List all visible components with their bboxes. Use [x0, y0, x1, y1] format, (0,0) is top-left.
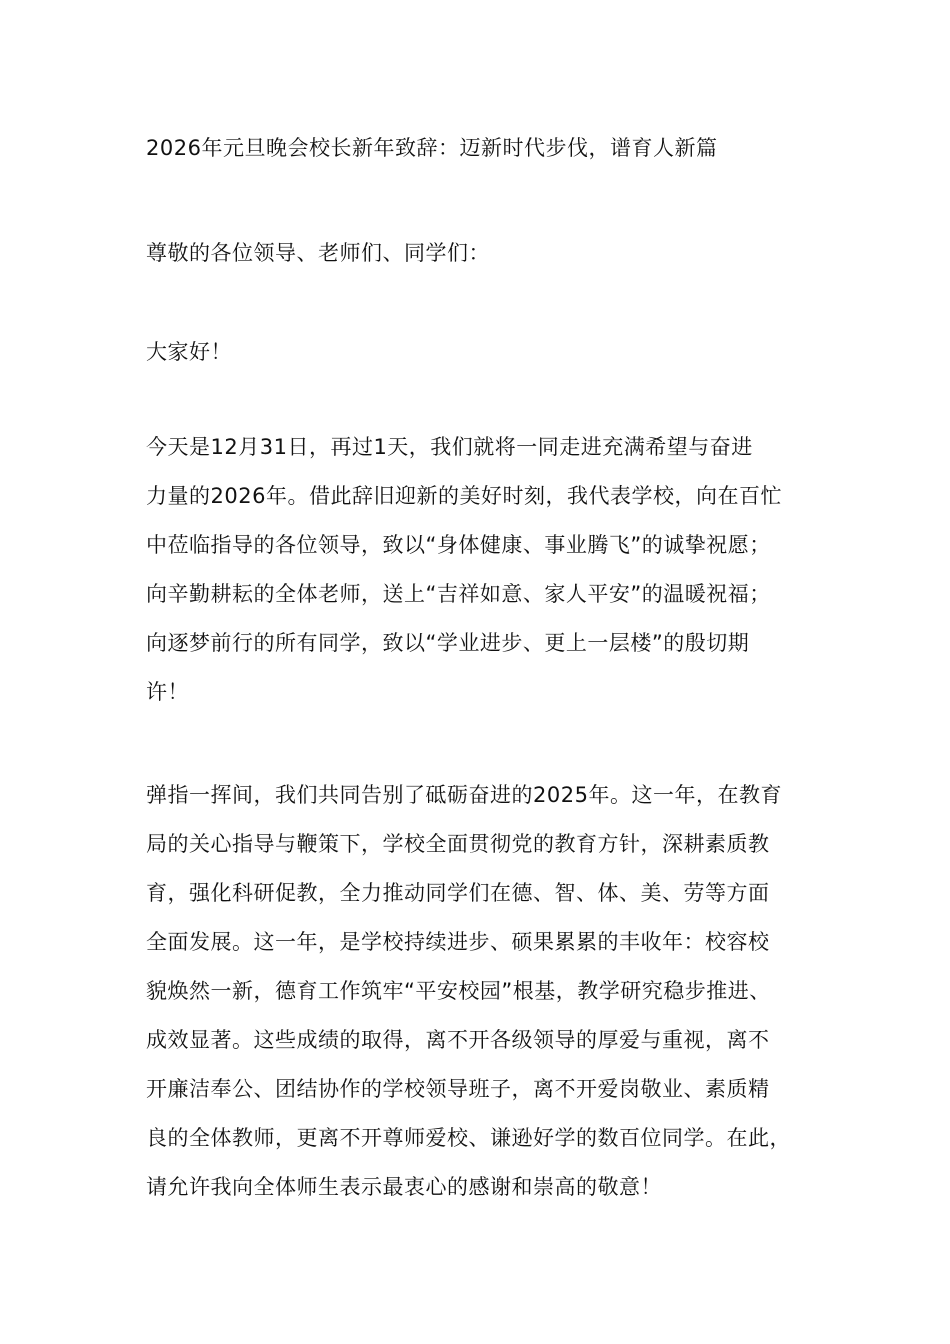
opening-greeting: [146, 328, 836, 377]
hello-line: 大家好！: [146, 340, 232, 364]
paragraph-1: [146, 423, 836, 717]
paragraph-2-line: 请允许我向全体师生表示最衷心的感谢和崇高的敬意！: [146, 1175, 662, 1199]
paragraph-1-line: 许！: [146, 680, 189, 704]
paragraph-2-line: 弹指一挥间，我们共同告别了砥砺奋进的2025年。这一年，在教育: [146, 783, 782, 807]
paragraph-2-line: 成效显著。这些成绩的取得，离不开各级领导的厚爱与重视，离不: [146, 1028, 770, 1052]
paragraph-2-line: 育，强化科研促教，全力推动同学们在德、智、体、美、劳等方面: [146, 881, 770, 905]
paragraph-1-line: 向辛勤耕耘的全体老师，送上“吉祥如意、家人平安”的温暖祝福；: [146, 582, 771, 606]
paragraph-2-line: 开廉洁奉公、团结协作的学校领导班子，离不开爱岗敬业、素质精: [146, 1077, 770, 1101]
paragraph-1-line: 中莅临指导的各位领导，致以“身体健康、事业腾飞”的诚挚祝愿；: [146, 533, 771, 557]
paragraph-2-line: 良的全体教师，更离不开尊师爱校、谦逊好学的数百位同学。在此，: [146, 1126, 791, 1150]
paragraph-2-line: 貌焕然一新，德育工作筑牢“平安校园”根基，教学研究稳步推进、: [146, 979, 771, 1003]
paragraph-1-line: 力量的2026年。借此辞旧迎新的美好时刻，我代表学校，向在百忙: [146, 484, 782, 508]
paragraph-2-line: 局的关心指导与鞭策下，学校全面贯彻党的教育方针，深耕素质教: [146, 832, 770, 856]
paragraph-2: [146, 771, 836, 1212]
paragraph-2-line: 全面发展。这一年，是学校持续进步、硕果累累的丰收年：校容校: [146, 930, 770, 954]
paragraph-1-line: 向逐梦前行的所有同学，致以“学业进步、更上一层楼”的殷切期: [146, 631, 750, 655]
paragraph-1-line: 今天是12月31日，再过1天，我们就将一同走进充满希望与奋进: [146, 435, 753, 459]
salutation-line: 尊敬的各位领导、老师们、同学们：: [146, 241, 490, 265]
document-title: [146, 124, 836, 173]
title-line: 2026年元旦晚会校长新年致辞：迈新时代步伐，谱育人新篇: [146, 136, 718, 160]
salutation: [146, 229, 836, 278]
